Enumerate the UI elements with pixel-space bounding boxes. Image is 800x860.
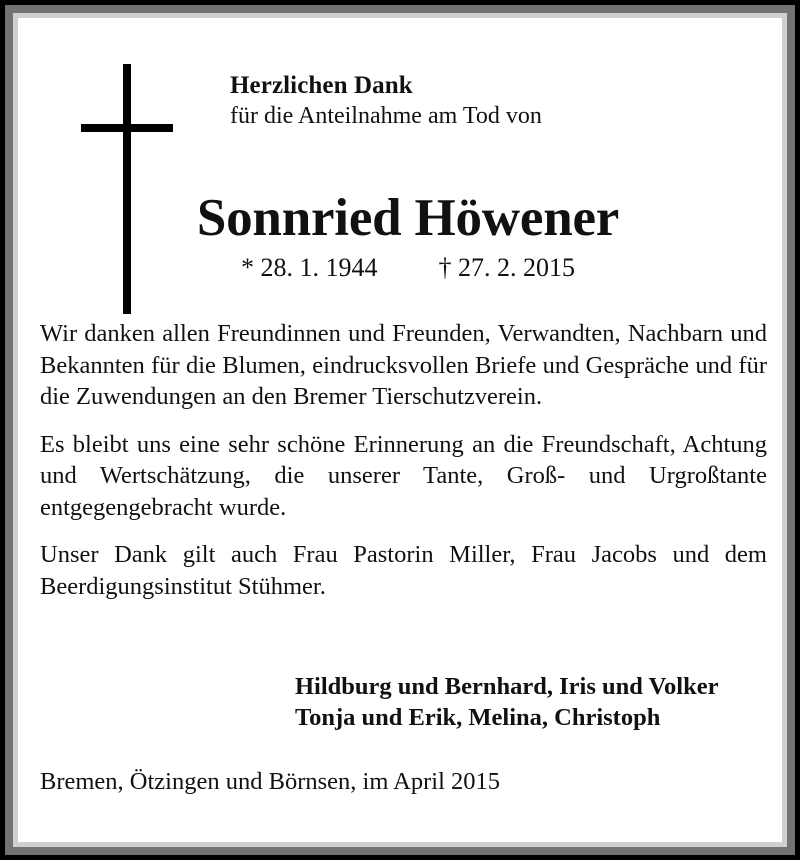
body-text — [40, 318, 767, 602]
signature-line: Tonja und Erik, Melina, Christoph — [295, 704, 661, 731]
frame-border-light — [13, 13, 787, 847]
cross-horizontal-bar — [81, 124, 173, 132]
body-paragraph: Wir danken allen Freundinnen und Freunden, Verwandten, Nachbarn und Bekannten für die Blumen, eindrucksvollen Briefe und Gespräche und für die Zuwendungen an den Bremer Tierschutzverein. — [40, 320, 767, 410]
thanks-heading: Herzlichen Dank — [230, 72, 413, 99]
signature-names — [295, 671, 775, 733]
thanks-subtitle: für die Anteilnahme am Tod von — [230, 103, 542, 129]
life-dates — [38, 253, 778, 283]
born-date: 28. 1. 1944 — [260, 253, 378, 282]
deceased-name: Sonnried Höwener — [196, 189, 620, 247]
notice-sheet — [18, 18, 782, 842]
born-symbol: * — [241, 253, 254, 282]
died-date: 27. 2. 2015 — [458, 253, 575, 282]
deceased-block — [38, 188, 778, 283]
place-and-date: Bremen, Ötzingen und Börnsen, im April 2015 — [40, 768, 500, 795]
frame-border-gray — [5, 5, 795, 855]
body-paragraph: Es bleibt uns eine sehr schöne Erinnerung an die Freundschaft, Achtung und Wertschätzung, die unserer Tante, Groß- und Urgroßtante entgegengebracht wurde. — [40, 430, 767, 521]
header-block — [230, 70, 790, 132]
signature-line: Hildburg und Bernhard, Iris und Volker — [295, 673, 719, 700]
died-symbol: † — [438, 253, 452, 282]
body-paragraph: Unser Dank gilt auch Frau Pastorin Miller, Frau Jacobs und dem Beerdigungsinstitut Stühmer. — [40, 541, 767, 600]
